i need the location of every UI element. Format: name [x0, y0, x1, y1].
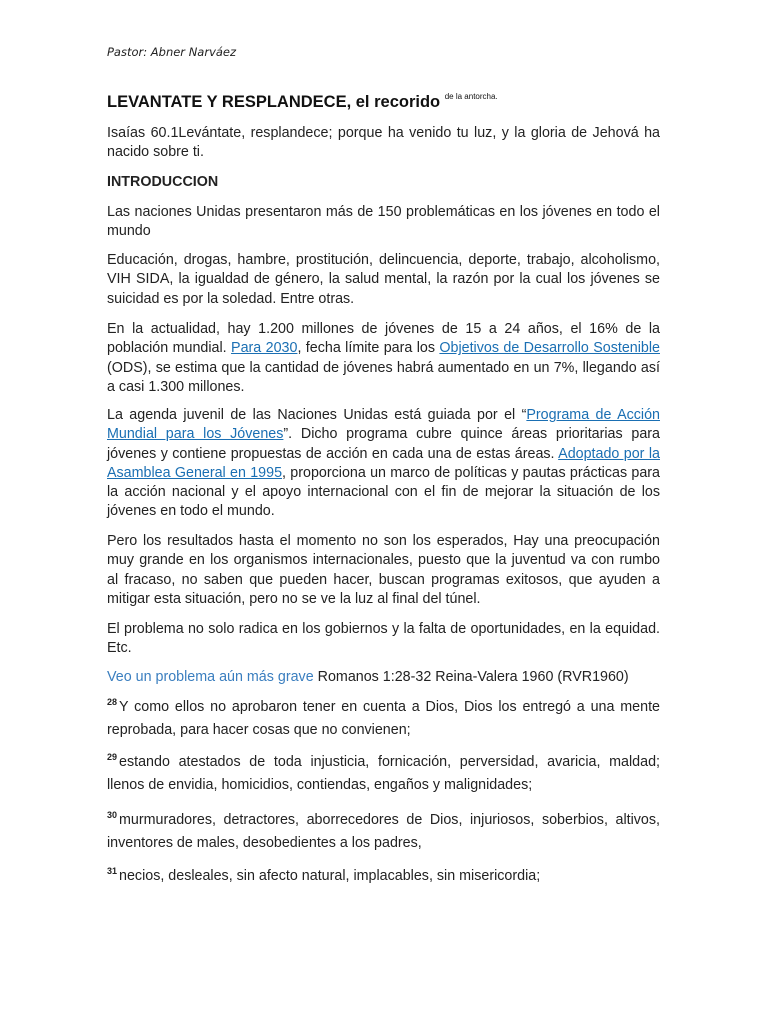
paragraph-7 — [107, 668, 660, 687]
paragraph-3 — [107, 320, 660, 397]
link-para-2030[interactable]: Para 2030 — [231, 340, 298, 357]
verse-number: 31 — [107, 866, 118, 876]
paragraph-5: Pero los resultados hasta el momento no son los esperados, Hay una preocupación muy grande en los organismos internacionales, puesto que la juventud va con rumbo al fracaso, no saben que pueden hacer, buscan programas exitosos, que ayuden a mitigar esta situación, pero no se ve la luz al final del túnel. — [107, 533, 660, 607]
paragraph-7-rest: Romanos 1:28-32 Reina-Valera 1960 (RVR1960) — [313, 669, 629, 685]
paragraph-1: Las naciones Unidas presentaron más de 150 problemáticas en los jóvenes en todo el mundo — [107, 204, 660, 240]
paragraph-4 — [107, 406, 660, 522]
link-programa-accion[interactable]: Programa de Acción Mundial para los Jóvenes — [107, 407, 660, 443]
paragraph-4-text-b: ”. Dicho programa cubre quince áreas prioritarias para jóvenes y contiene propuestas de acción en cada una de estas áreas. — [107, 426, 660, 462]
paragraph-6: El problema no solo radica en los gobiernos y la falta de oportunidades, en la equidad. Etc. — [107, 621, 660, 657]
paragraph-2: Educación, drogas, hambre, prostitución, delincuencia, deporte, trabajo, alcoholismo, VIH SIDA, la igualdad de género, la salud mental, la razón por la cual los jóvenes se suicidad es por la soledad. Entre otras. — [107, 252, 660, 307]
link-ods[interactable]: Objetivos de Desarrollo Sostenible — [439, 340, 660, 357]
link-adoptado-asamblea[interactable]: Adoptado por la Asamblea General en 1995 — [107, 445, 660, 481]
document-title — [107, 92, 660, 112]
intro-verse: Isaías 60.1Levántate, resplandece; porque ha venido tu luz, y la gloria de Jehová ha nacido sobre ti. — [107, 125, 660, 161]
verse-30 — [107, 804, 660, 855]
verse-text: Y como ellos no aprobaron tener en cuenta a Dios, Dios los entregó a una mente reprobada, para hacer cosas que no convienen; — [107, 699, 660, 738]
paragraph-3-text-c: (ODS), se estima que la cantidad de jóvenes habrá aumentado en un 7%, llegando así a casi 1.300 millones. — [107, 359, 660, 395]
title-main: LEVANTATE Y RESPLANDECE, el recorido — [107, 93, 441, 111]
paragraph-4-text-a: La agenda juvenil de las Naciones Unidas está guiada por el “ — [107, 407, 527, 423]
verse-number: 28 — [107, 697, 118, 707]
paragraph-3-text-b: , fecha límite para los — [297, 340, 440, 357]
verse-29 — [107, 746, 660, 797]
verse-number: 30 — [107, 810, 118, 820]
paragraph-3-text-a: En la actualidad, hay 1.200 millones de jóvenes de 15 a 24 años, el 16% de la población mundial. — [107, 321, 660, 357]
verse-text: necios, desleales, sin afecto natural, implacables, sin misericordia; — [119, 868, 541, 884]
highlight-text: Veo un problema aún más grave — [107, 669, 314, 685]
verse-text: murmuradores, detractores, aborrecedores de Dios, injuriosos, soberbios, altivos, inventores de males, desobedientes a los padres, — [107, 812, 660, 851]
verse-text: estando atestados de toda injusticia, fornicación, perversidad, avaricia, maldad; llenos de envidia, homicidios, contiendas, engaños y malignidades; — [107, 754, 660, 793]
title-superscript: de la antorcha. — [444, 92, 498, 101]
paragraph-4-text-c: , proporciona un marco de políticas y pautas prácticas para la acción nacional y el apoyo internacional con el fin de mejorar la situación de los jóvenes en todo el mundo. — [107, 464, 661, 520]
verse-31 — [107, 860, 660, 888]
section-heading: INTRODUCCION — [107, 174, 219, 190]
verse-number: 29 — [107, 752, 118, 762]
author-line: Pastor: Abner Narváez — [107, 45, 237, 59]
verse-28 — [107, 691, 660, 742]
